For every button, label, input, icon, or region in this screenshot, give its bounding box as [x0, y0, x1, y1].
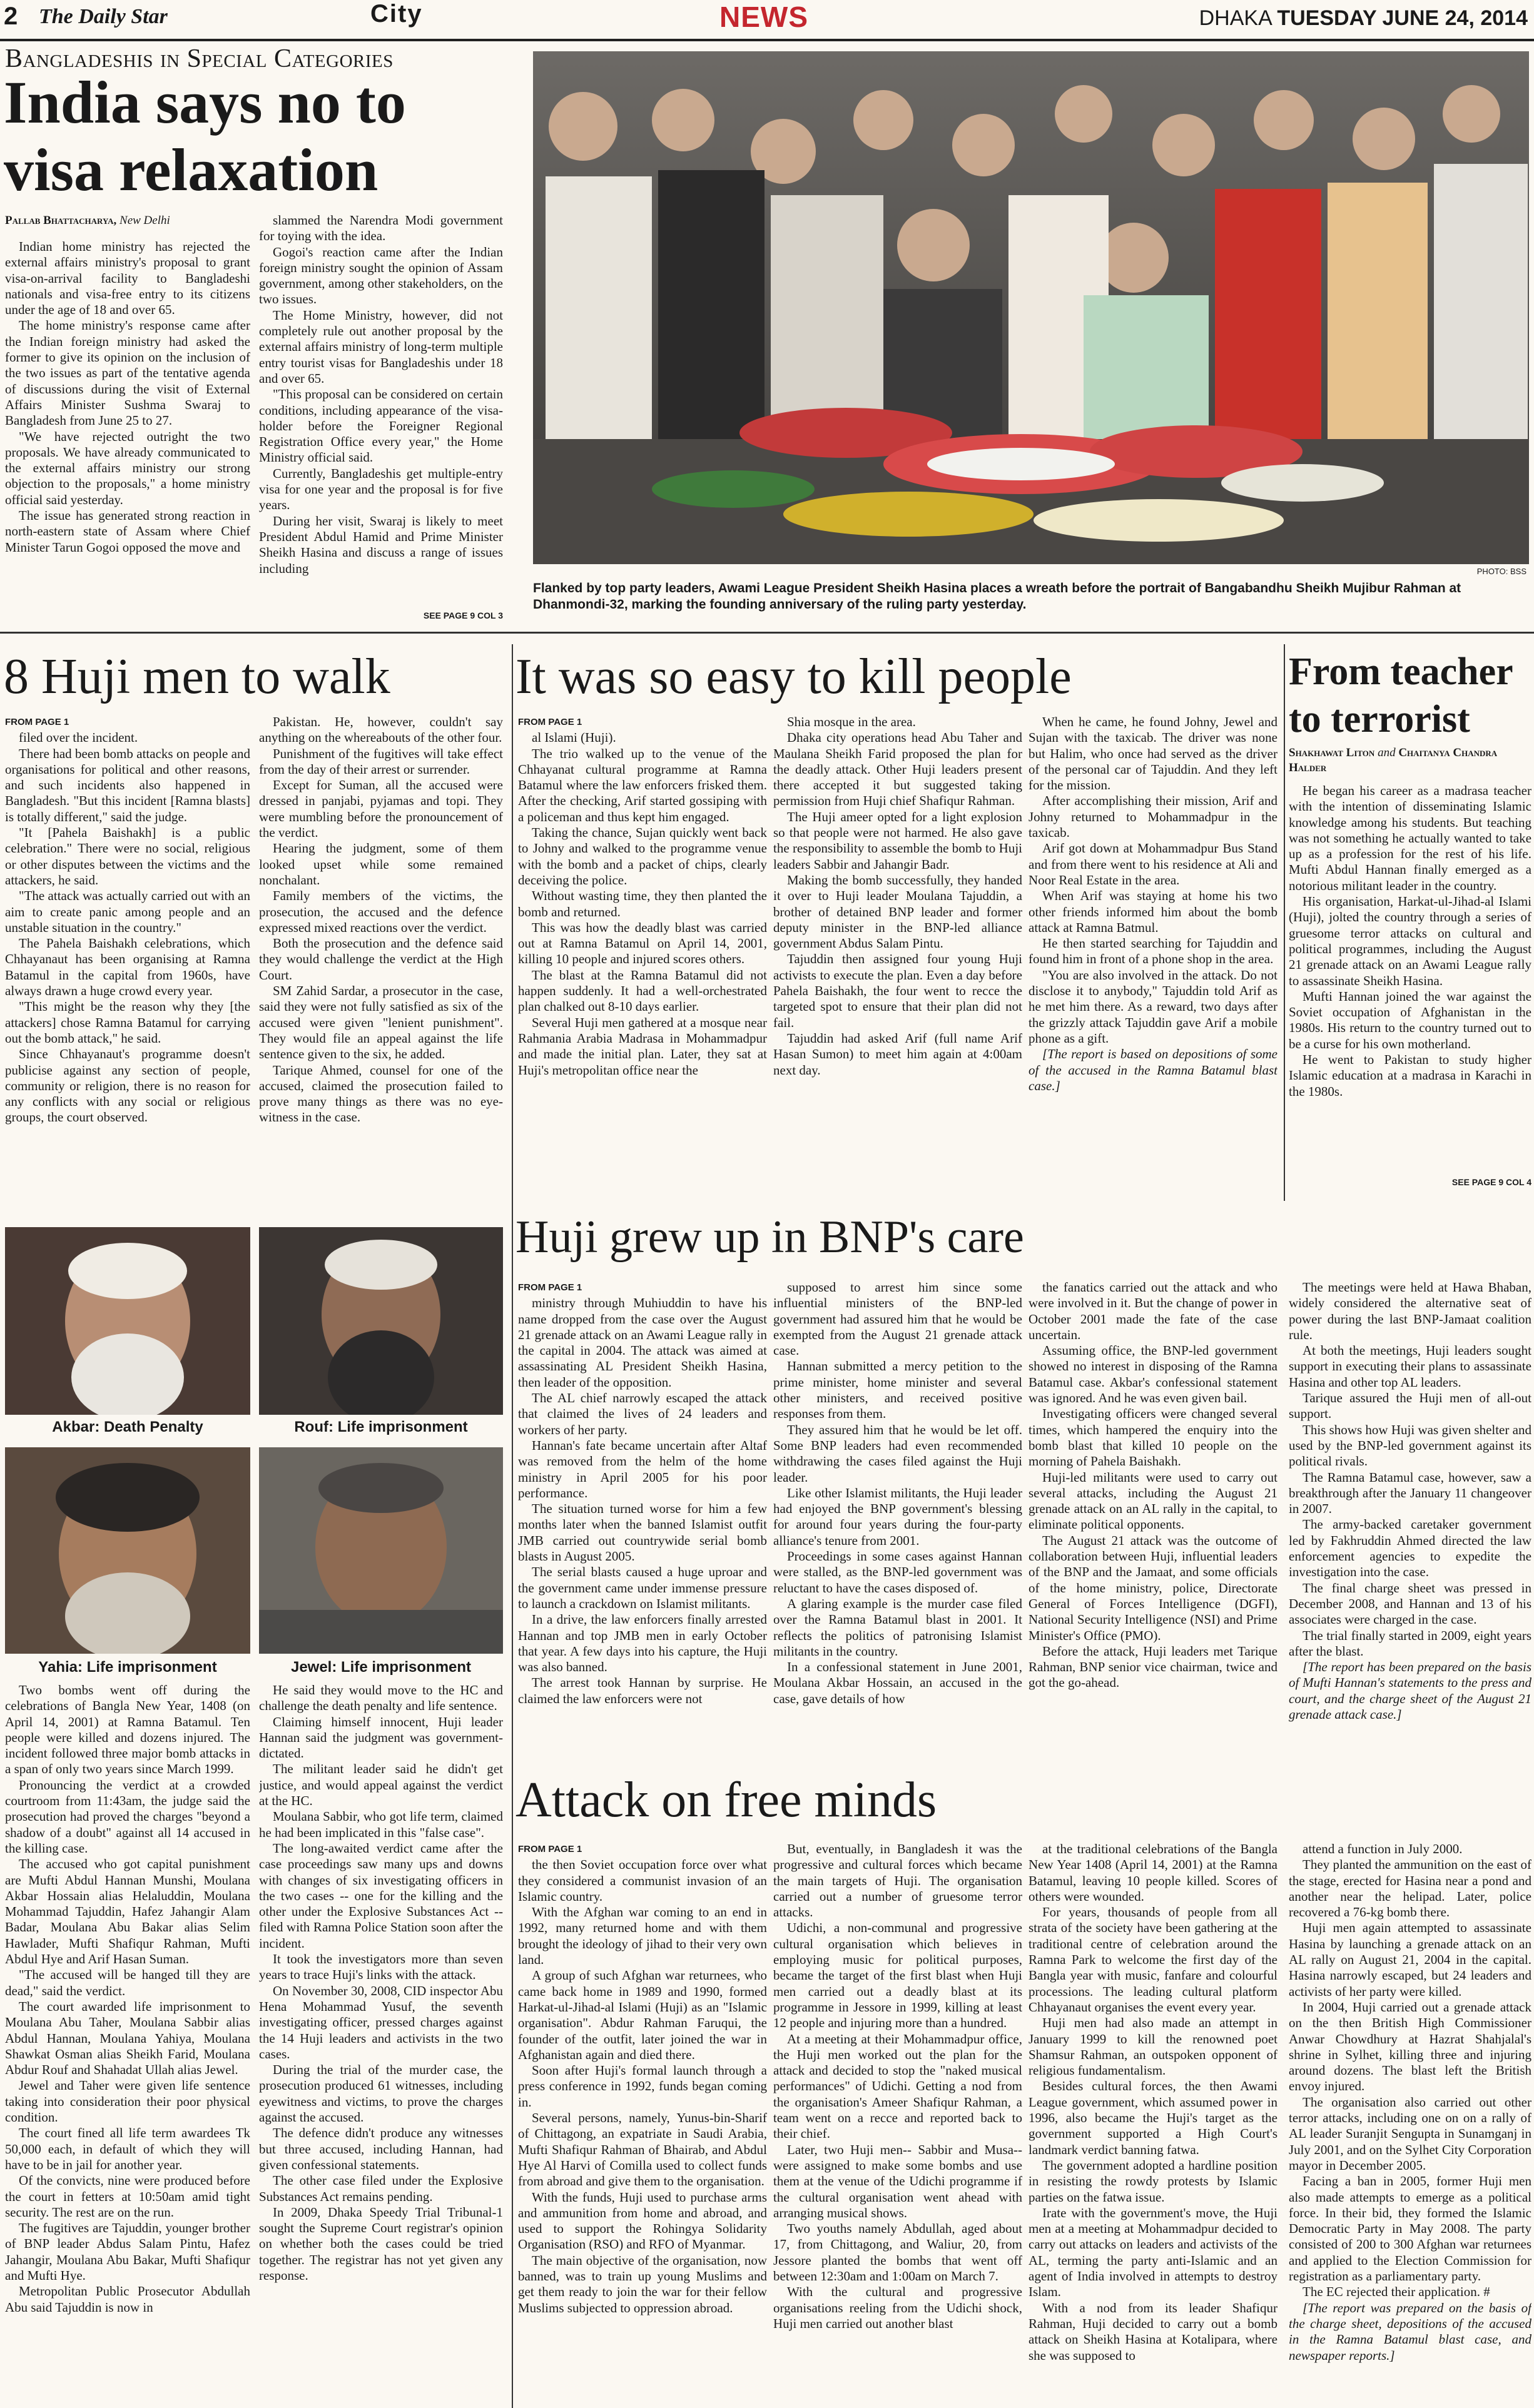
paragraph: The August 21 attack was the outcome of collaboration between Huji, influential leaders of the BNP and the Jamaat, and some officials of the home ministry, police, Directorate General of Forces Intelligence (DGFI), National Security Intelligence (NSI) and Prime Minister's Office (PMO).	[1029, 1532, 1277, 1643]
visa-byline: Pallab Bhattacharya, New Delhi	[5, 214, 170, 227]
paragraph: The Pahela Baishakh celebrations, which Chhayanaut has been organising at Ramna Batamul in the capital from 1960s, have always drawn a huge crowd every year.	[5, 936, 250, 999]
paragraph: Since Chhayanaut's programme doesn't publicise against any section of people, community or religion, there is no reason for any conflicts with any social or religious groups, the court observed.	[5, 1046, 250, 1125]
paragraph: Huji men had also made an attempt in January 1999 to kill the renowned poet Shamsur Rahman, an outspoken opponent of religious fundamentalism.	[1029, 2015, 1277, 2078]
paragraph: For years, thousands of people from all strata of the society have been gathering at the traditional centre of celebration around the Ramna Park to welcome the first day of the Bangla year with music, fanfare and colourful processions. The leading cultural platform Chhayanaut organises the event every year.	[1029, 1905, 1277, 2015]
paragraph: Several Huji men gathered at a mosque near Rahmania Arabia Madrasa in Mohammadpur and made the initial plan. Later, they sat at Huji's metropolitan office near the	[518, 1014, 767, 1078]
visa-column-1	[5, 239, 250, 627]
huji8-column-3	[5, 1682, 250, 2407]
paragraph: Tajuddin then assigned four young Huji activists to execute the plan. Even a day before Pahela Baishakh, the four went to recce the targeted spot to ensure that their plan did not fail.	[773, 951, 1022, 1030]
paragraph: The army-backed caretaker government led by Fakhruddin Ahmed directed the law enforcement agencies to expedite the investigation into the case.	[1289, 1517, 1531, 1580]
paragraph: al Islami (Huji).	[532, 730, 616, 746]
paragraph: "We have rejected outright the two proposals. We have already communicated to the external affairs ministry our strong objection to the proposals," a home ministry official said yesterday.	[5, 428, 250, 507]
mug-jewel	[259, 1447, 503, 1654]
paragraph: Without wasting time, they then planted the bomb and returned.	[518, 888, 767, 919]
teacher-jump-line: SEE PAGE 9 COL 4	[1451, 1177, 1531, 1187]
mug-rouf-caption: Rouf: Life imprisonment	[294, 1419, 468, 1435]
paragraph: The trio walked up to the venue of the Chhayanat cultural programme at Ramna Batamul where the law enforcers frisked them. After the checking, Arif started gossiping with a policeman and thus kept him engaged.	[518, 746, 767, 824]
minds-frompage: FROM PAGE 1	[518, 1844, 582, 1854]
paragraph: The main objective of the organisation, now banned, was to train up young Muslims and get them ready to join the war for their fellow Muslims subjected to oppression abroad.	[518, 2252, 767, 2315]
paragraph: "The accused will be hanged till they are dead," said the verdict.	[5, 1967, 250, 1998]
vertical-rule	[512, 644, 513, 2408]
paragraph: The serial blasts caused a huge uproar and the government came under immense pressure to launch a crackdown on Islamist militants.	[518, 1564, 767, 1611]
page-number: 2	[4, 3, 18, 30]
vertical-rule-teacher	[1284, 644, 1285, 1201]
mug-akbar-image	[5, 1227, 250, 1415]
paragraph: They planted the ammunition on the east of the stage, erected for Hasina near a pond and another near the helipad. Later, police recovered a 76-kg bomb there.	[1289, 1857, 1531, 1920]
paragraph: Assuming office, the BNP-led government showed no interest in disposing of the Ramna Batamul case. Akbar's confessional statement was ignored. And he was even given bail.	[1029, 1343, 1277, 1406]
paragraph: Before the attack, Huji leaders met Tarique Rahman, BNP senior vice chairman, twice and got the go-ahead.	[1029, 1643, 1277, 1691]
paragraph: A glaring example is the murder case filed over the Ramna Batamul blast in 2001. It reflects the politics of patronising Islamist militants in the country.	[773, 1596, 1022, 1659]
bnp-column-1-text	[518, 1295, 767, 1707]
huji8-column-2	[259, 714, 503, 1215]
mug-akbar	[5, 1227, 250, 1415]
paragraph: But, eventually, in Bangladesh it was the progressive and cultural forces which became the main targets of Huji. The organisation carried out a number of gruesome terror attacks.	[773, 1841, 1022, 1920]
mug-jewel-caption: Jewel: Life imprisonment	[290, 1659, 472, 1676]
issue-date: DHAKA TUESDAY JUNE 24, 2014	[1199, 6, 1528, 30]
easy-column-1-text	[518, 730, 767, 1078]
paragraph: Both the prosecution and the defence said they would challenge the verdict at the High Court.	[259, 936, 503, 983]
paragraph: The EC rejected their application. #	[1303, 2284, 1490, 2300]
huji8-column-1-text	[5, 730, 250, 1125]
minds-column-1	[518, 1841, 767, 2407]
paragraph: Later, two Huji men-- Sabbir and Musa-- were assigned to make some bombs and use them at the venue of the Udichi programme if the cultural organisation went ahead with arranging musical shows.	[773, 2142, 1022, 2220]
paragraph: It took the investigators more than seven years to trace Huji's links with the attack.	[259, 1951, 503, 1983]
paragraph: Several persons, namely, Yunus-bin-Sharif of Chittagong, an expatriate in Saudi Arabia, Mufti Shafiqur Rahman of Bhairab, and Abdul Hye Al Harvi of Comilla used to collect funds from abroad and give them to the organisation.	[518, 2110, 767, 2189]
paragraph: In a confessional statement in June 2001, Moulana Akbar Hossain, an accused in the case, gave details of how	[773, 1659, 1022, 1706]
paragraph: With the Afghan war coming to an end in 1992, many returned home and with them brought the ideology of jihad to their very own land.	[518, 1905, 767, 1968]
paragraph: Family members of the victims, the prosecution, the accused and the defence expressed mixed reactions over the verdict.	[259, 888, 503, 935]
paragraph: He began his career as a madrasa teacher with the intention of disseminating Islamic knowledge among his students. But teaching was not something he actually wanted to take up as a profession for the rest of his life. Mufti Abdul Hannan finally emerged as a notorious militant leader in the country.	[1289, 783, 1531, 893]
easy-headline: It was so easy to kill people	[516, 649, 1072, 704]
paragraph: Investigating officers were changed several times, which hampered the enquiry into the bomb blast that killed 10 people on the morning of Pahela Baishakh.	[1029, 1406, 1277, 1469]
minds-headline: Attack on free minds	[516, 1773, 937, 1828]
section-name: City	[370, 0, 423, 28]
paragraph: Of the convicts, nine were produced before the court in fetters at 10:50am amid tight security. The rest are on the run.	[5, 2173, 250, 2220]
paragraph: Huji men again attempted to assassinate Hasina by launching a grenade attack on an AL rally on August 21, 2004 in the capital. Hasina narrowly escaped, but 24 leaders and activists of her party were killed.	[1289, 1920, 1531, 1999]
paragraph: supposed to arrest him since some influential ministers of the BNP-led government had assured him that he would be exempted from the August 21 grenade attack case.	[773, 1280, 1022, 1358]
visa-headline-line1: India says no to	[4, 69, 406, 136]
paragraph: The blast at the Ramna Batamul did not happen suddenly. It had a well-orchestrated plan chalked out 8-10 days earlier.	[518, 967, 767, 1014]
paragraph: The court awarded life imprisonment to Moulana Abu Taher, Moulana Sabbir alias Abdul Hannan, Moulana Yahiya, Moulana Shawkat Osman alias Sheikh Farid, Moulana Abdur Rouf and Shahadat Ullah alias Jewel.	[5, 1998, 250, 2078]
paragraph: Arif got down at Mohammadpur Bus Stand and from there went to his residence at Ali and Noor Real Estate in the area.	[1029, 841, 1277, 888]
paragraph: Tarique Ahmed, counsel for one of the accused, claimed the prosecution failed to prove many things as there was no eye-witness in the case.	[259, 1062, 503, 1125]
paragraph: slammed the Narendra Modi government for toying with the idea.	[259, 213, 503, 244]
bnp-column-2	[773, 1280, 1022, 1761]
paragraph: There had been bomb attacks on people and organisations for political and other reasons, and such incidents also happened in Bangladesh. "But this incident [Ramna blasts] is totally different," said the judge.	[5, 746, 250, 824]
paragraph: He went to Pakistan to study higher Islamic education at a madrasa in Karachi in the 1980s.	[1289, 1052, 1531, 1099]
paragraph: The long-awaited verdict came after the case proceedings saw many ups and downs with changes of six investigating officers in the two cases -- one for the killing and the other under the Explosive Substances Act -- filed with Ramna Police Station soon after the incident.	[259, 1840, 503, 1951]
paragraph: He then started searching for Tajuddin and found him in front of a phone shop in the area.	[1029, 936, 1277, 967]
paragraph: The court fined all life term awardees Tk 50,000 each, in default of which they will have to be in jail for another year.	[5, 2125, 250, 2172]
paragraph: This was how the deadly blast was carried out at Ramna Batamul on April 14, 2001, killing 10 people and injured scores others.	[518, 919, 767, 967]
paragraph: On November 30, 2008, CID inspector Abu Hena Mohammad Yusuf, the seventh investigating officer, pressed charges against the 14 Huji leaders and activists in the two cases.	[259, 1983, 503, 2061]
paragraph: The accused who got capital punishment are Mufti Abdul Hannan Munshi, Moulana Akbar Hossain alias Helaluddin, Moulana Mohammad Tajuddin, Hafez Jahangir Alam Badar, Moulana Abu Bakar alias Selim Hawlader, Mufti Shafiqur Rahman, Mufti Abdul Hye and Arif Hasan Suman.	[5, 1856, 250, 1967]
easy-column-2	[773, 714, 1022, 1208]
mug-jewel-image	[259, 1447, 503, 1654]
paragraph: When Arif was staying at home his two other friends informed him about the bomb attack at Ramna Batmul.	[1029, 888, 1277, 935]
paragraph: Making the bomb successfully, they handed it over to Huji leader Moulana Tajuddin, a brother of detained BNP leader and former deputy minister in the BNP-led alliance government Abdus Salam Pintu.	[773, 872, 1022, 951]
paragraph: The situation turned worse for him a few months later when the banned Islamist outfit JMB carried out countrywide serial bomb blasts in August 2005.	[518, 1501, 767, 1564]
paragraph: During the trial of the murder case, the prosecution produced 61 witnesses, including eyewitness and victims, to prove the charges against the accused.	[259, 2062, 503, 2125]
paragraph: His organisation, Harkat-ul-Jihad-al Islami (Huji), jolted the country through a series of gruesome terror attacks on cultural and political programmes, including the August 21 grenade attack on an Awami League rally to assassinate Sheikh Hasina.	[1289, 894, 1531, 988]
paragraph: This shows how Huji was given shelter and used by the BNP-led government against its political rivals.	[1289, 1422, 1531, 1469]
paragraph: The Ramna Batamul case, however, saw a breakthrough after the January 11 changeover in 2007.	[1289, 1469, 1531, 1517]
paragraph: Soon after Huji's formal launch through a press conference in 1992, funds began coming in.	[518, 2063, 767, 2110]
paragraph: Punishment of the fugitives will take effect from the day of their arrest or surrender.	[259, 746, 503, 777]
paragraph: Dhaka city operations head Abu Taher and Maulana Sheikh Farid proposed the plan for the deadly attack. Other Huji leaders present there accepted it but suggested taking permission from Huji chief Shafiqur Rahman.	[773, 730, 1022, 809]
paragraph: "The attack was actually carried out with an aim to create panic among people and an unstable situation in the country."	[5, 888, 250, 935]
paragraph: [The report is based on depositions of some of the accused in the Ramna Batamul blast case.]	[1029, 1046, 1277, 1093]
paragraph: With the funds, Huji used to purchase arms and ammunition from home and abroad, and used to support the Rohingya Solidarity Organisation (RSO) and RFO of Myanmar.	[518, 2189, 767, 2252]
visa-jump-line: SEE PAGE 9 COL 3	[423, 610, 503, 620]
paragraph: [The report was prepared on the basis of the charge sheet, depositions of the accused in the Ramna Batamul blast case, and newspaper reports.]	[1289, 2300, 1531, 2363]
paragraph: Huji-led militants were used to carry out several attacks, including the August 21 grenade attack on an AL rally in the capital, to eliminate political opponents.	[1029, 1469, 1277, 1532]
mug-akbar-caption: Akbar: Death Penalty	[52, 1419, 203, 1435]
huji8-column-4	[259, 1682, 503, 2407]
minds-column-2	[773, 1841, 1022, 2407]
paragraph: Currently, Bangladeshis get multiple-entry visa for one year and the proposal is for five years.	[259, 465, 503, 513]
paragraph: at the traditional celebrations of the Bangla New Year 1408 (April 14, 2001) at the Ramna Batamul, leaving 10 people killed. Scores of others were wounded.	[1029, 1841, 1277, 1904]
mug-rouf	[259, 1227, 503, 1415]
paragraph: In 2009, Dhaka Speedy Trial Tribunal-1 sought the Supreme Court registrar's opinion on whether both the cases could be tried together. The registrar has not yet given any response.	[259, 2204, 503, 2283]
visa-headline-line2: visa relaxation	[4, 136, 378, 203]
bnp-headline: Huji grew up in BNP's care	[516, 1212, 1024, 1263]
paragraph: The fugitives are Tajuddin, younger brother of BNP leader Abdus Salam Pintu, Hafez Jahangir, Moulana Abu Bakar, Mufti Shafiqur and Mufti Hye.	[5, 2220, 250, 2283]
huji8-column-1	[5, 714, 250, 1215]
paragraph: The meetings were held at Hawa Bhaban, widely considered the alternative seat of power during the last BNP-Jamaat coalition rule.	[1289, 1280, 1531, 1342]
paragraph: The AL chief narrowly escaped the attack that claimed the lives of 24 leaders and workers of her party.	[518, 1390, 767, 1437]
huji8-headline: 8 Huji men to walk	[4, 649, 390, 704]
paragraph: Claiming himself innocent, Huji leader Hannan said the judgment was government-dictated.	[259, 1714, 503, 1761]
paragraph: The arrest took Hannan by surprise. He claimed the law enforcers were not	[518, 1675, 767, 1706]
paragraph: Two bombs went off during the celebrations of Bangla New Year, 1408 (on April 14, 2001) at Ramna Batamul. Ten people were killed and dozens injured. The incident followed three major bomb attacks in a span of only two years since March 1999.	[5, 1682, 250, 1777]
paragraph: During her visit, Swaraj is likely to meet President Abdul Hamid and Prime Minister Sheikh Hasina and discuss a range of issues including	[259, 513, 503, 576]
paragraph: Indian home ministry has rejected the external affairs ministry's proposal to grant visa-on-arrival facility to Bangladeshi nationals and visa-free entry to its citizens under the age of 18 and over 65.	[5, 239, 250, 318]
paragraph: The militant leader said he didn't get justice, and would appeal against the verdict at the HC.	[259, 1761, 503, 1809]
paragraph: Shia mosque in the area.	[787, 714, 916, 729]
paragraph: Hannan's fate became uncertain after Altaf was removed from the helm of the home ministry in April 2005 for his poor performance.	[518, 1437, 767, 1500]
paragraph: The trial finally started in 2009, eight years after the blast.	[1289, 1627, 1531, 1659]
paragraph: Tarique assured the Huji men of all-out support.	[1289, 1390, 1531, 1422]
paragraph: A group of such Afghan war returnees, who came back home in 1989 and 1990, formed Harkat-ul-Jihad-al Islami (Huji) as an "Islamic organisation". Abdur Rahman Faruqui, the founder of the outfit, later joined the war in Afghanistan again and died there.	[518, 1968, 767, 2062]
mug-yahia-caption: Yahia: Life imprisonment	[38, 1659, 217, 1676]
bnp-column-4	[1289, 1280, 1531, 1761]
paragraph: Hearing the judgment, some of them looked upset while some remained nonchalant.	[259, 841, 503, 888]
paragraph: "It [Pahela Baishakh] is a public celebration." There were no social, religious or other disputes between the victims and the attackers, he said.	[5, 825, 250, 888]
paragraph: In a drive, the law enforcers finally arrested Hannan and top JMB men in early October that year. A few days into his capture, the Huji was also banned.	[518, 1612, 767, 1675]
minds-column-4	[1289, 1841, 1531, 2407]
paragraph: "You are also involved in the attack. Do not disclose it to anybody," Tajuddin told Arif as he met him there. As a reward, two days after the grizzly attack Tajuddin gave Arif a mobile phone as a gift.	[1029, 967, 1277, 1046]
paragraph: SM Zahid Sardar, a prosecutor in the case, said they were not fully satisfied as six of the accused were given "lenient punishment". They would file an appeal against the life sentence given to the six, he added.	[259, 983, 503, 1062]
paragraph: Tajuddin had asked Arif (full name Arif Hasan Sumon) to meet him again at 4:00am next day.	[773, 1030, 1022, 1078]
paragraph: Pronouncing the verdict at a crowded courtroom from 11:43am, the judge said the prosecution had proved the charges "beyond a shadow of a doubt" against all 14 accused in the killing case.	[5, 1777, 250, 1856]
paragraph: Facing a ban in 2005, former Huji men also made attempts to emerge as a political force. In their bid, they formed the Islamic Democratic Party in May 2008. The party consisted of 200 to 300 Afghan war returnees and applied to the Election Commission for registration as a parliamentary party.	[1289, 2173, 1531, 2284]
visa-column-2	[259, 213, 503, 613]
paragraph: After accomplishing their mission, Arif and Johny returned to Mohammadpur in the taxicab.	[1029, 793, 1277, 841]
paragraph: Jewel and Taher were given life sentence taking into consideration their poor physical condition.	[5, 2078, 250, 2125]
bnp-column-1	[518, 1280, 767, 1761]
paragraph: Besides cultural forces, the then Awami League government, which assumed power in 1996, also became the Huji's target as the government supported a High Court's landmark verdict banning fatwa.	[1029, 2078, 1277, 2157]
paragraph: The defence didn't produce any witnesses but three accused, including Hannan, had given confessional statements.	[259, 2125, 503, 2172]
paragraph: Hannan submitted a mercy petition to the prime minister, home minister and several other ministers, and received positive responses from them.	[773, 1358, 1022, 1422]
paragraph: Except for Suman, all the accused were dressed in panjabi, pyjamas and topi. They were mumbling before the pronouncement of the verdict.	[259, 777, 503, 841]
minds-column-3	[1029, 1841, 1277, 2407]
paragraph: [The report has been prepared on the basis of Mufti Hannan's statements to the press and court, and the charge sheet of the August 21 grenade attack case.]	[1289, 1659, 1531, 1723]
paragraph: "This proposal can be considered on certain conditions, including appearance of the visa-holder before the Foreigner Regional Registration Office every year," the Home Ministry official said.	[259, 387, 503, 465]
teacher-body	[1289, 783, 1531, 1177]
wreath-photo-image	[533, 51, 1529, 564]
paragraph: At both the meetings, Huji leaders sought support in executing their plans to assassinate Hasina and other top AL leaders.	[1289, 1343, 1531, 1390]
paragraph: The Home Ministry, however, did not completely rule out another proposal by the external affairs ministry of long-term multiple entry tourist visas for Bangladeshis under 18 and over 65.	[259, 307, 503, 386]
paragraph: filed over the incident.	[19, 730, 138, 746]
easy-column-3	[1029, 714, 1277, 1208]
photo-caption: Flanked by top party leaders, Awami League President Sheikh Hasina places a wreath before the portrait of Bangabandhu Sheikh Mujibur Rahman at Dhanmondi-32, marking the founding anniversary of the ruling party yesterday.	[533, 581, 1461, 612]
mug-rouf-image	[259, 1227, 503, 1415]
bnp-column-3	[1029, 1280, 1277, 1761]
huji8-frompage: FROM PAGE 1	[5, 717, 69, 727]
paragraph: The issue has generated strong reaction in north-eastern state of Assam where Chief Minister Tarun Gogoi opposed the move and	[5, 508, 250, 555]
paragraph: the fanatics carried out the attack and who were involved in it. But the change of power in October 2001 made the fate of the case uncertain.	[1029, 1280, 1277, 1342]
mug-yahia-image	[5, 1447, 250, 1654]
paragraph: Proceedings in some cases against Hannan were stalled, as the BNP-led government was reluctant to have the cases disposed of.	[773, 1549, 1022, 1596]
paragraph: Gogoi's reaction came after the Indian foreign ministry sought the opinion of Assam government, among other stakeholders, on the two issues.	[259, 244, 503, 307]
paragraph: Taking the chance, Sujan quickly went back to Johny and walked to the programme venue with the bomb and a packet of chips, clearly deceiving the police.	[518, 825, 767, 888]
paragraph: The home ministry's response came after the Indian foreign ministry had asked the former to give its opinion on the inclusion of the two issues as part of the tentative agenda of discussions during the visit of External Affairs Minister Sushma Swaraj to Bangladesh from June 25 to 27.	[5, 318, 250, 428]
paragraph: The organisation also carried out other terror attacks, including one on on a rally of AL leader Suranjit Sengupta in Sunamganj in July 2001, and on the Sylhet City Corporation mayor in December 2005.	[1289, 2094, 1531, 2173]
visa-kicker: Bangladeshis in Special Categories	[5, 44, 394, 73]
paragraph: the then Soviet occupation force over what they considered a communist invasion of an Islamic country.	[518, 1857, 767, 1904]
paragraph: Moulana Sabbir, who got life term, claimed he had been implicated in this "false case".	[259, 1809, 503, 1840]
paragraph: Udichi, a non-communal and progressive cultural organisation which believes in employing music for political purposes, became the target of the first blast when Huji men carried out a deadly blast at its programme in Jessore in 1999, killing at least 12 people and injuring more than a hundred.	[773, 1920, 1022, 2031]
news-tag: NEWS	[719, 1, 808, 33]
paragraph: Two youths namely Abdullah, aged about 17, from Chittagong, and Waliur, 20, from Jessore planted the bombs that went off between 12:30am and 1:00am on March 7.	[773, 2221, 1022, 2284]
paragraph: The Huji ameer opted for a light explosion so that people were not harmed. He also gave the responsibility to assemble the bomb to Huji leaders Sabbir and Jahangir Badr.	[773, 809, 1022, 872]
paragraph: In 2004, Huji carried out a grenade attack on the then British High Commissioner Anwar Chowdhury at Hazrat Shahjalal's shrine in Sylhet, killing three and injuring around dozens. The blast left the British envoy injured.	[1289, 1999, 1531, 2094]
paragraph: With a nod from its leader Shafiqur Rahman, Huji decided to carry out a bomb attack on Sheikh Hasina at Kotalipara, where she was supposed to	[1029, 2300, 1277, 2363]
easy-column-1	[518, 714, 767, 1208]
paragraph: ministry through Muhiuddin to have his name dropped from the case over the August 21 grenade attack on an Awami League rally in the capital in 2004. The attack was aimed at assassinating AL President Sheikh Hasina, then leader of the opposition.	[518, 1295, 767, 1390]
photo-credit: PHOTO: BSS	[1476, 567, 1526, 576]
paragraph: At a meeting at their Mohammadpur office, the Huji men worked out the plan for the attack and decided to stop the "naked musical performances" of Udichi. Getting a nod from the organisation's Ameer Shafiqur Rahman, a team went on a recce and reported back to their chief.	[773, 2031, 1022, 2142]
paragraph: With the cultural and progressive organisations reeling from the Udichi shock, Huji men carried out another blast	[773, 2284, 1022, 2331]
bnp-frompage: FROM PAGE 1	[518, 1282, 582, 1293]
paragraph: When he came, he found Johny, Jewel and Sujan with the taxicab. The driver was none but Halim, who once had served as the driver of the personal car of Tajuddin. And they left for the mission.	[1029, 714, 1277, 793]
horizontal-rule	[0, 632, 1534, 634]
mug-yahia	[5, 1447, 250, 1654]
paragraph: The government adopted a hardline position in resisting the rowdy protests by Islamic parties on the fatwa issue.	[1029, 2157, 1277, 2205]
paragraph: Irate with the government's move, the Huji men at a meeting at Mohammadpur decided to carry out attacks on leaders and activists of the AL, terming the party anti-Islamic and an agent of India involved in attempts to destroy Islam.	[1029, 2205, 1277, 2300]
paragraph: Like other Islamist militants, the Huji leader had enjoyed the BNP government's blessing for around four years during the four-party alliance's tenure from 2001.	[773, 1485, 1022, 1548]
teacher-headline: From teacher to terrorist	[1289, 650, 1513, 741]
easy-frompage: FROM PAGE 1	[518, 717, 582, 727]
paragraph: Pakistan. He, however, couldn't say anything on the whereabouts of the other four.	[259, 714, 503, 746]
paragraph: The final charge sheet was pressed in December 2008, and Hannan and 13 of his associates were charged in the case.	[1289, 1580, 1531, 1627]
paragraph: The other case filed under the Explosive Substances Act remains pending.	[259, 2173, 503, 2204]
newspaper-logo: The Daily Star	[39, 5, 168, 28]
minds-column-1-text	[518, 1857, 767, 2316]
paragraph: Metropolitan Public Prosecutor Abdullah Abu said Tajuddin is now in	[5, 2284, 250, 2315]
paragraph: attend a function in July 2000.	[1303, 1841, 1463, 1856]
paragraph: He said they would move to the HC and challenge the death penalty and life sentence.	[259, 1682, 503, 1714]
paragraph: "This might be the reason why they [the attackers] chose Ramna Batamul for carrying out the bomb attack," he said.	[5, 999, 250, 1046]
paragraph: Mufti Hannan joined the war against the Soviet occupation of Afghanistan in the 1980s. His return to the country turned out to be a curse for his own motherland.	[1289, 988, 1531, 1051]
teacher-byline: Shakhawat Liton and Chaitanya Chandra Halder	[1289, 746, 1498, 774]
paragraph: They assured him that he would be let off. Some BNP leaders had even recommended withdrawing the cases filed against the Huji leader.	[773, 1422, 1022, 1485]
wreath-photo	[533, 51, 1529, 564]
